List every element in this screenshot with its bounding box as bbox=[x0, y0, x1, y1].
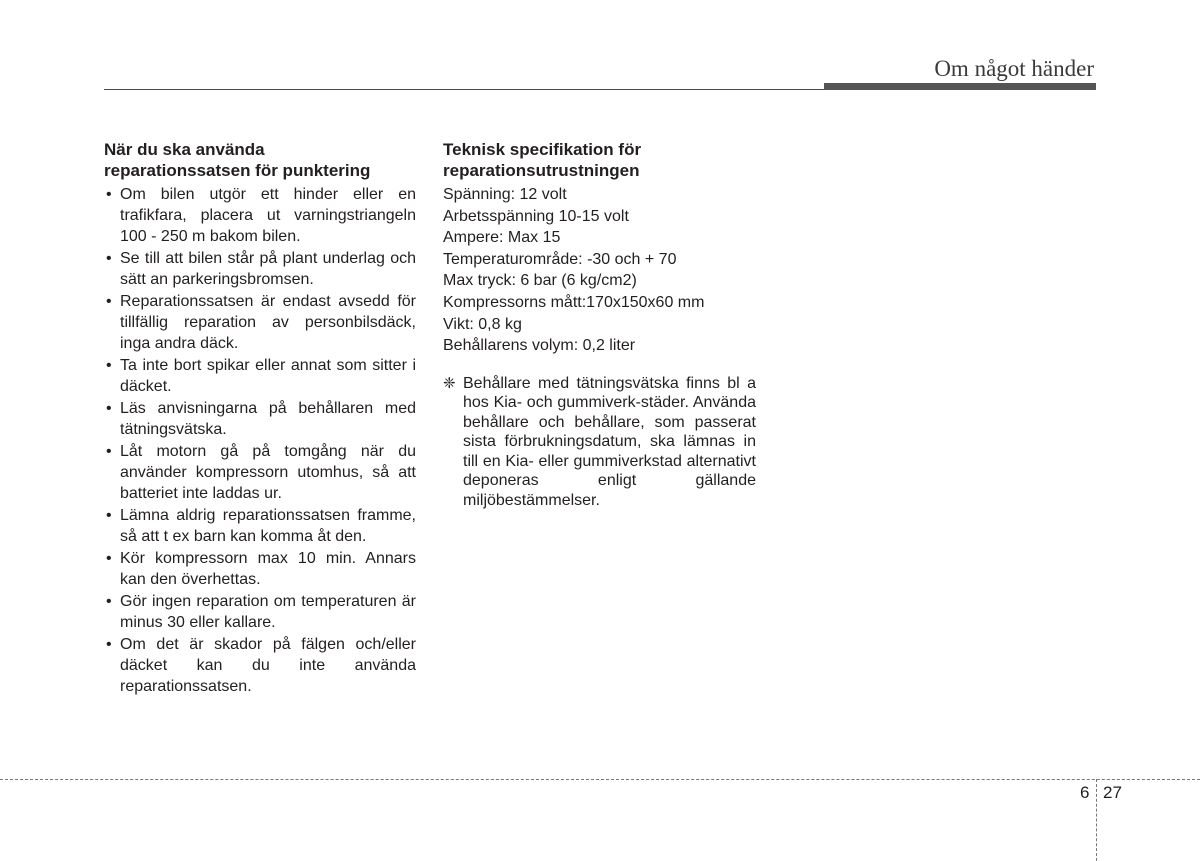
header-rule bbox=[104, 89, 824, 90]
spec-line: Kompressorns mått:170x150x60 mm bbox=[443, 293, 705, 311]
list-item: • Se till att bilen står på plant underlag och sätt an parkeringsbromsen. bbox=[106, 250, 416, 288]
bullet-icon: • bbox=[106, 186, 112, 203]
left-heading-line1: När du ska använda bbox=[104, 140, 265, 159]
list-item: • Kör kompressorn max 10 min. Annars kan den överhettas. bbox=[106, 550, 416, 588]
page-number: 27 bbox=[1103, 783, 1122, 802]
list-item: • Låt motorn gå på tomgång när du använder kompressorn utomhus, så att batteriet inte laddas ur. bbox=[106, 443, 416, 502]
right-column bbox=[443, 139, 756, 510]
bullet-icon: • bbox=[106, 593, 112, 610]
spec-line: Spänning: 12 volt bbox=[443, 186, 567, 203]
bullet-icon: • bbox=[106, 400, 112, 417]
bullet-icon: • bbox=[106, 293, 112, 310]
list-item: • Lämna aldrig reparationssatsen framme, så att t ex barn kan komma åt den. bbox=[106, 507, 416, 545]
spec-line: Ampere: Max 15 bbox=[443, 229, 561, 247]
disposal-note bbox=[443, 374, 756, 511]
note-asterisk-icon: ❈ bbox=[443, 374, 456, 392]
page-header-title: Om något händer bbox=[934, 56, 1094, 81]
spec-line: Arbetsspänning 10-15 volt bbox=[443, 207, 629, 225]
footer-divider bbox=[1096, 779, 1097, 861]
spec-line: Temperaturområde: -30 och + 70 bbox=[443, 250, 677, 268]
note-text: Behållare med tätningsvätska finns bl a hos Kia- och gummiverk-städer. Använda behållare och behållare, som passerat sista förbrukningsdatum, ska lämnas in till en Kia- eller gummiverkstad alternativt deponeras enligt gällande miljöbestämmelser. bbox=[463, 374, 756, 509]
spec-line: Max tryck: 6 bar (6 kg/cm2) bbox=[443, 272, 637, 290]
left-heading-line2: reparationssatsen för punktering bbox=[104, 161, 371, 180]
spec-list bbox=[443, 184, 756, 357]
list-item: • Om det är skador på fälgen och/eller däcket kan du inte använda reparationssatsen. bbox=[106, 636, 416, 695]
bullet-icon: • bbox=[106, 507, 112, 524]
header-accent-bar bbox=[824, 83, 1096, 90]
list-item: • Reparationssatsen är endast avsedd för tillfällig reparation av personbilsdäck, inga andra däck. bbox=[106, 293, 416, 352]
left-column bbox=[104, 139, 416, 698]
list-item: • Om bilen utgör ett hinder eller en trafikfara, placera ut varningstriangeln 100 - 250 m bakom bilen. bbox=[106, 186, 416, 245]
list-item: • Gör ingen reparation om temperaturen är minus 30 eller kallare. bbox=[106, 593, 416, 631]
bullet-icon: • bbox=[106, 443, 112, 460]
spec-line: Behållarens volym: 0,2 liter bbox=[443, 337, 636, 355]
right-heading bbox=[443, 139, 756, 181]
chapter-number: 6 bbox=[1080, 783, 1090, 802]
bullet-icon: • bbox=[106, 550, 112, 567]
left-heading bbox=[104, 139, 416, 181]
list-item: • Ta inte bort spikar eller annat som sitter i däcket. bbox=[106, 357, 416, 395]
bullet-icon: • bbox=[106, 357, 112, 374]
footer-rule bbox=[0, 779, 1200, 780]
spec-line: Vikt: 0,8 kg bbox=[443, 315, 522, 333]
right-heading-line2: reparationsutrustningen bbox=[443, 161, 640, 180]
bullet-icon: • bbox=[106, 636, 112, 653]
list-item: • Läs anvisningarna på behållaren med tätningsvätska. bbox=[106, 400, 416, 438]
bullet-icon: • bbox=[106, 250, 112, 267]
right-heading-line1: Teknisk specifikation för bbox=[443, 140, 642, 159]
instruction-list bbox=[104, 184, 416, 697]
